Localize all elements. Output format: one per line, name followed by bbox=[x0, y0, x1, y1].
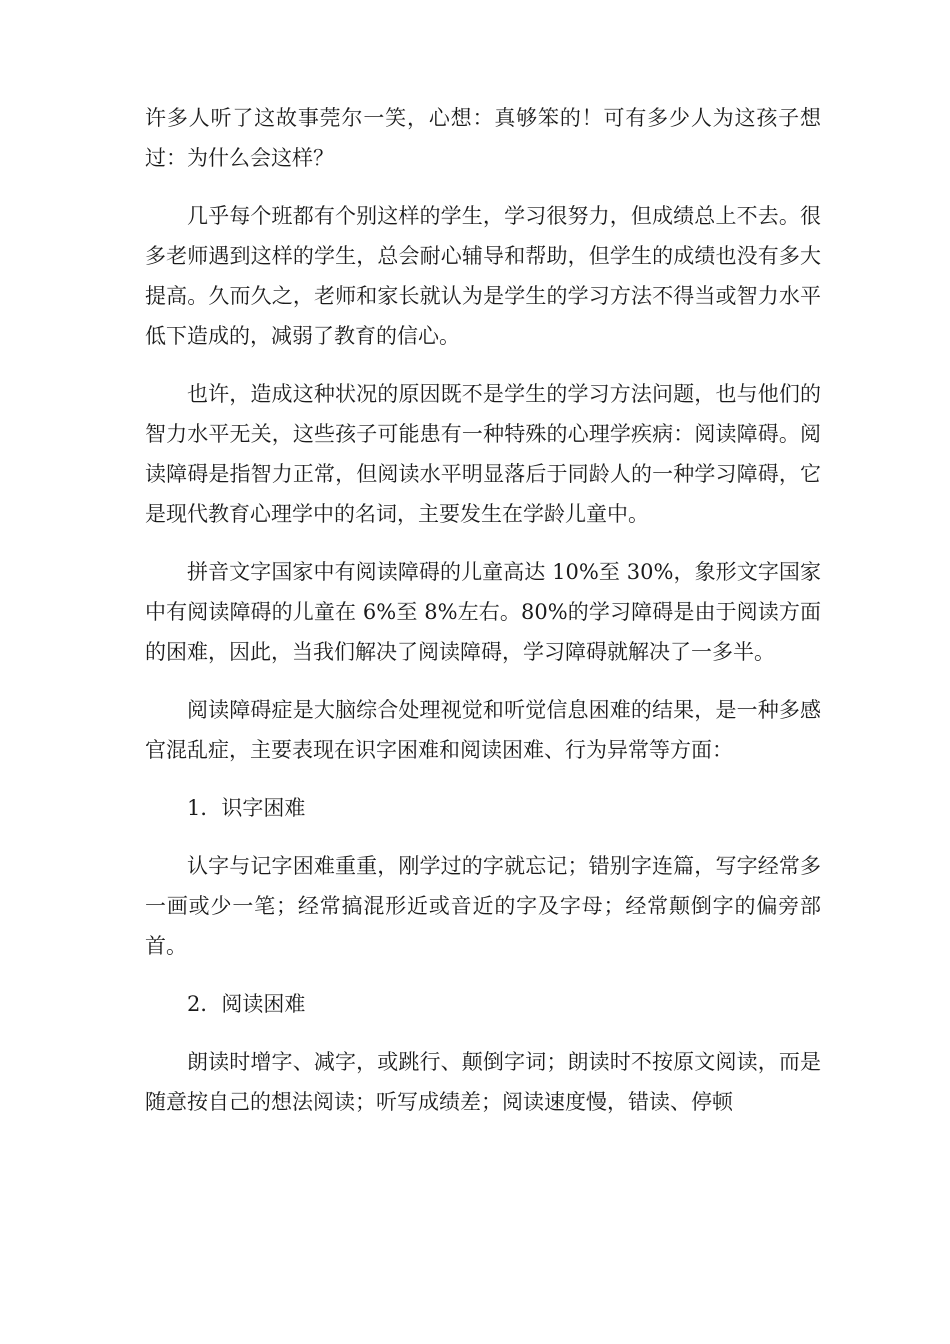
paragraph-story-reaction: 许多人听了这故事莞尔一笑，心想：真够笨的！可有多少人为这孩子想过：为什么会这样？ bbox=[145, 106, 821, 170]
document-body bbox=[145, 98, 821, 1140]
paragraph-reading-difficulty: 朗读时增字、减字，或跳行、颠倒字词；朗读时不按原文阅读，而是随意按自己的想法阅读；听写成绩差；阅读速度慢，错读、停顿 bbox=[145, 1050, 821, 1114]
section-heading-literacy: 1．识字困难 bbox=[187, 796, 306, 820]
section-heading-reading: 2．阅读困难 bbox=[187, 992, 306, 1016]
paragraph-reading-disorder-definition: 也许，造成这种状况的原因既不是学生的学习方法问题，也与他们的智力水平无关，这些孩子可能患有一种特殊的心理学疾病：阅读障碍。阅读障碍是指智力正常，但阅读水平明显落后于同龄人的一种学习障碍，它是现代教育心理学中的名词，主要发生在学龄儿童中。 bbox=[145, 382, 821, 526]
paragraph-struggling-students: 几乎每个班都有个别这样的学生，学习很努力，但成绩总上不去。很多老师遇到这样的学生，总会耐心辅导和帮助，但学生的成绩也没有多大提高。久而久之，老师和家长就认为是学生的学习方法不得当或智力水平低下造成的，减弱了教育的信心。 bbox=[145, 204, 821, 348]
paragraph-literacy-difficulty: 认字与记字困难重重，刚学过的字就忘记；错别字连篇，写字经常多一画或少一笔；经常搞混形近或音近的字及字母；经常颠倒字的偏旁部首。 bbox=[145, 854, 821, 958]
paragraph-statistics: 拼音文字国家中有阅读障碍的儿童高达 10%至 30%，象形文字国家中有阅读障碍的儿童在 6%至 8%左右。80%的学习障碍是由于阅读方面的困难，因此，当我们解决了阅读障碍，学习障碍就解决了一多半。 bbox=[145, 560, 821, 664]
paragraph-symptoms-intro: 阅读障碍症是大脑综合处理视觉和听觉信息困难的结果，是一种多感官混乱症，主要表现在识字困难和阅读困难、行为异常等方面： bbox=[145, 698, 821, 762]
